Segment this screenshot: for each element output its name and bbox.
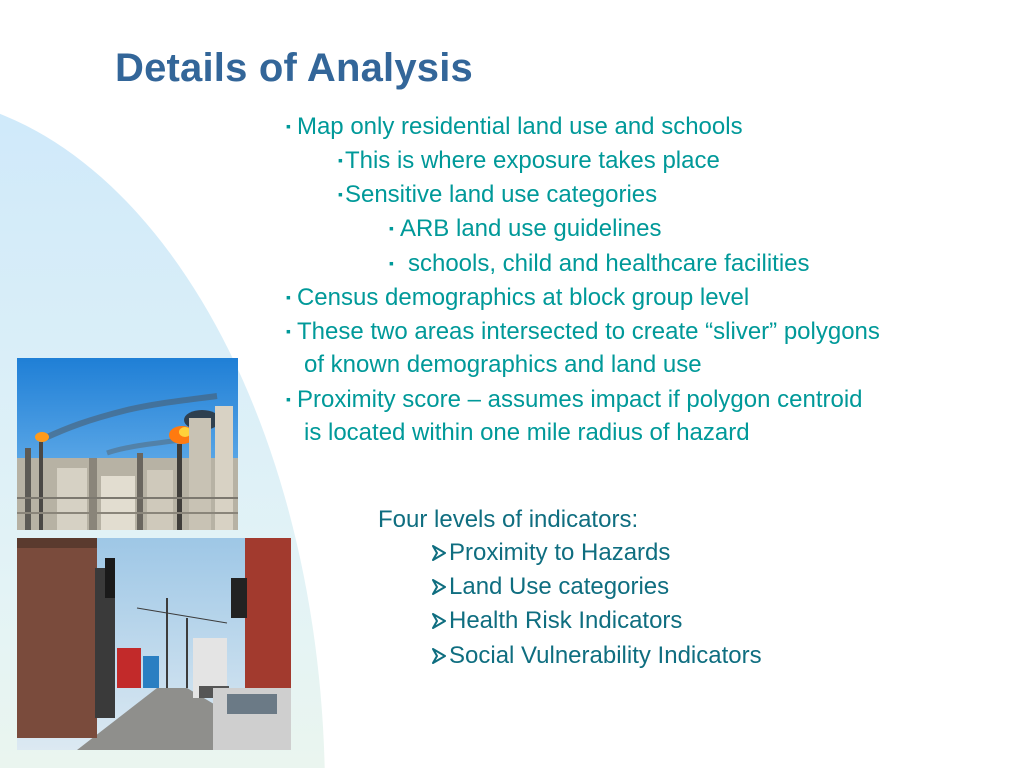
indicators-heading: Four levels of indicators: <box>378 506 639 533</box>
bullet-item: ▪ ARB land use guidelines <box>389 215 662 242</box>
indicator-item: Social Vulnerability Indicators <box>432 641 762 671</box>
arrow-bullet-icon <box>432 579 446 595</box>
indicator-item: Proximity to Hazards <box>432 538 670 568</box>
bullet-continuation: is located within one mile radius of hazard <box>304 419 750 446</box>
bullet-square-icon: ▪ <box>286 323 291 339</box>
bullet-item: ▪ These two areas intersected to create “sliver” polygons <box>286 318 880 345</box>
bullet-square-icon: ▪ <box>286 118 291 134</box>
bullet-item: ▪This is where exposure takes place <box>338 147 720 174</box>
bullet-square-icon: ▪ <box>286 289 291 305</box>
arrow-bullet-icon <box>432 613 446 629</box>
bullet-square-icon: ▪ <box>286 391 291 407</box>
bullet-continuation: of known demographics and land use <box>304 351 702 378</box>
slide-title: Details of Analysis <box>115 46 473 90</box>
bullet-item: ▪Sensitive land use categories <box>338 181 658 208</box>
truck-traffic-photo-icon <box>17 538 291 750</box>
bullet-square-icon: ▪ <box>338 152 343 168</box>
bullet-square-icon: ▪ <box>338 186 343 202</box>
bullet-item: ▪ Census demographics at block group level <box>286 284 750 311</box>
bullet-item: ▪ Map only residential land use and schools <box>286 113 743 140</box>
arrow-bullet-icon <box>432 648 446 664</box>
bullet-item: ▪ schools, child and healthcare facilities <box>389 250 810 277</box>
indicator-item: Land Use categories <box>432 572 669 602</box>
bullet-square-icon: ▪ <box>389 255 394 271</box>
arrow-bullet-icon <box>432 545 446 561</box>
bullet-item: ▪ Proximity score – assumes impact if polygon centroid <box>286 386 863 413</box>
refinery-photo-icon <box>17 358 238 530</box>
bullet-square-icon: ▪ <box>389 220 394 236</box>
indicator-item: Health Risk Indicators <box>432 606 682 636</box>
